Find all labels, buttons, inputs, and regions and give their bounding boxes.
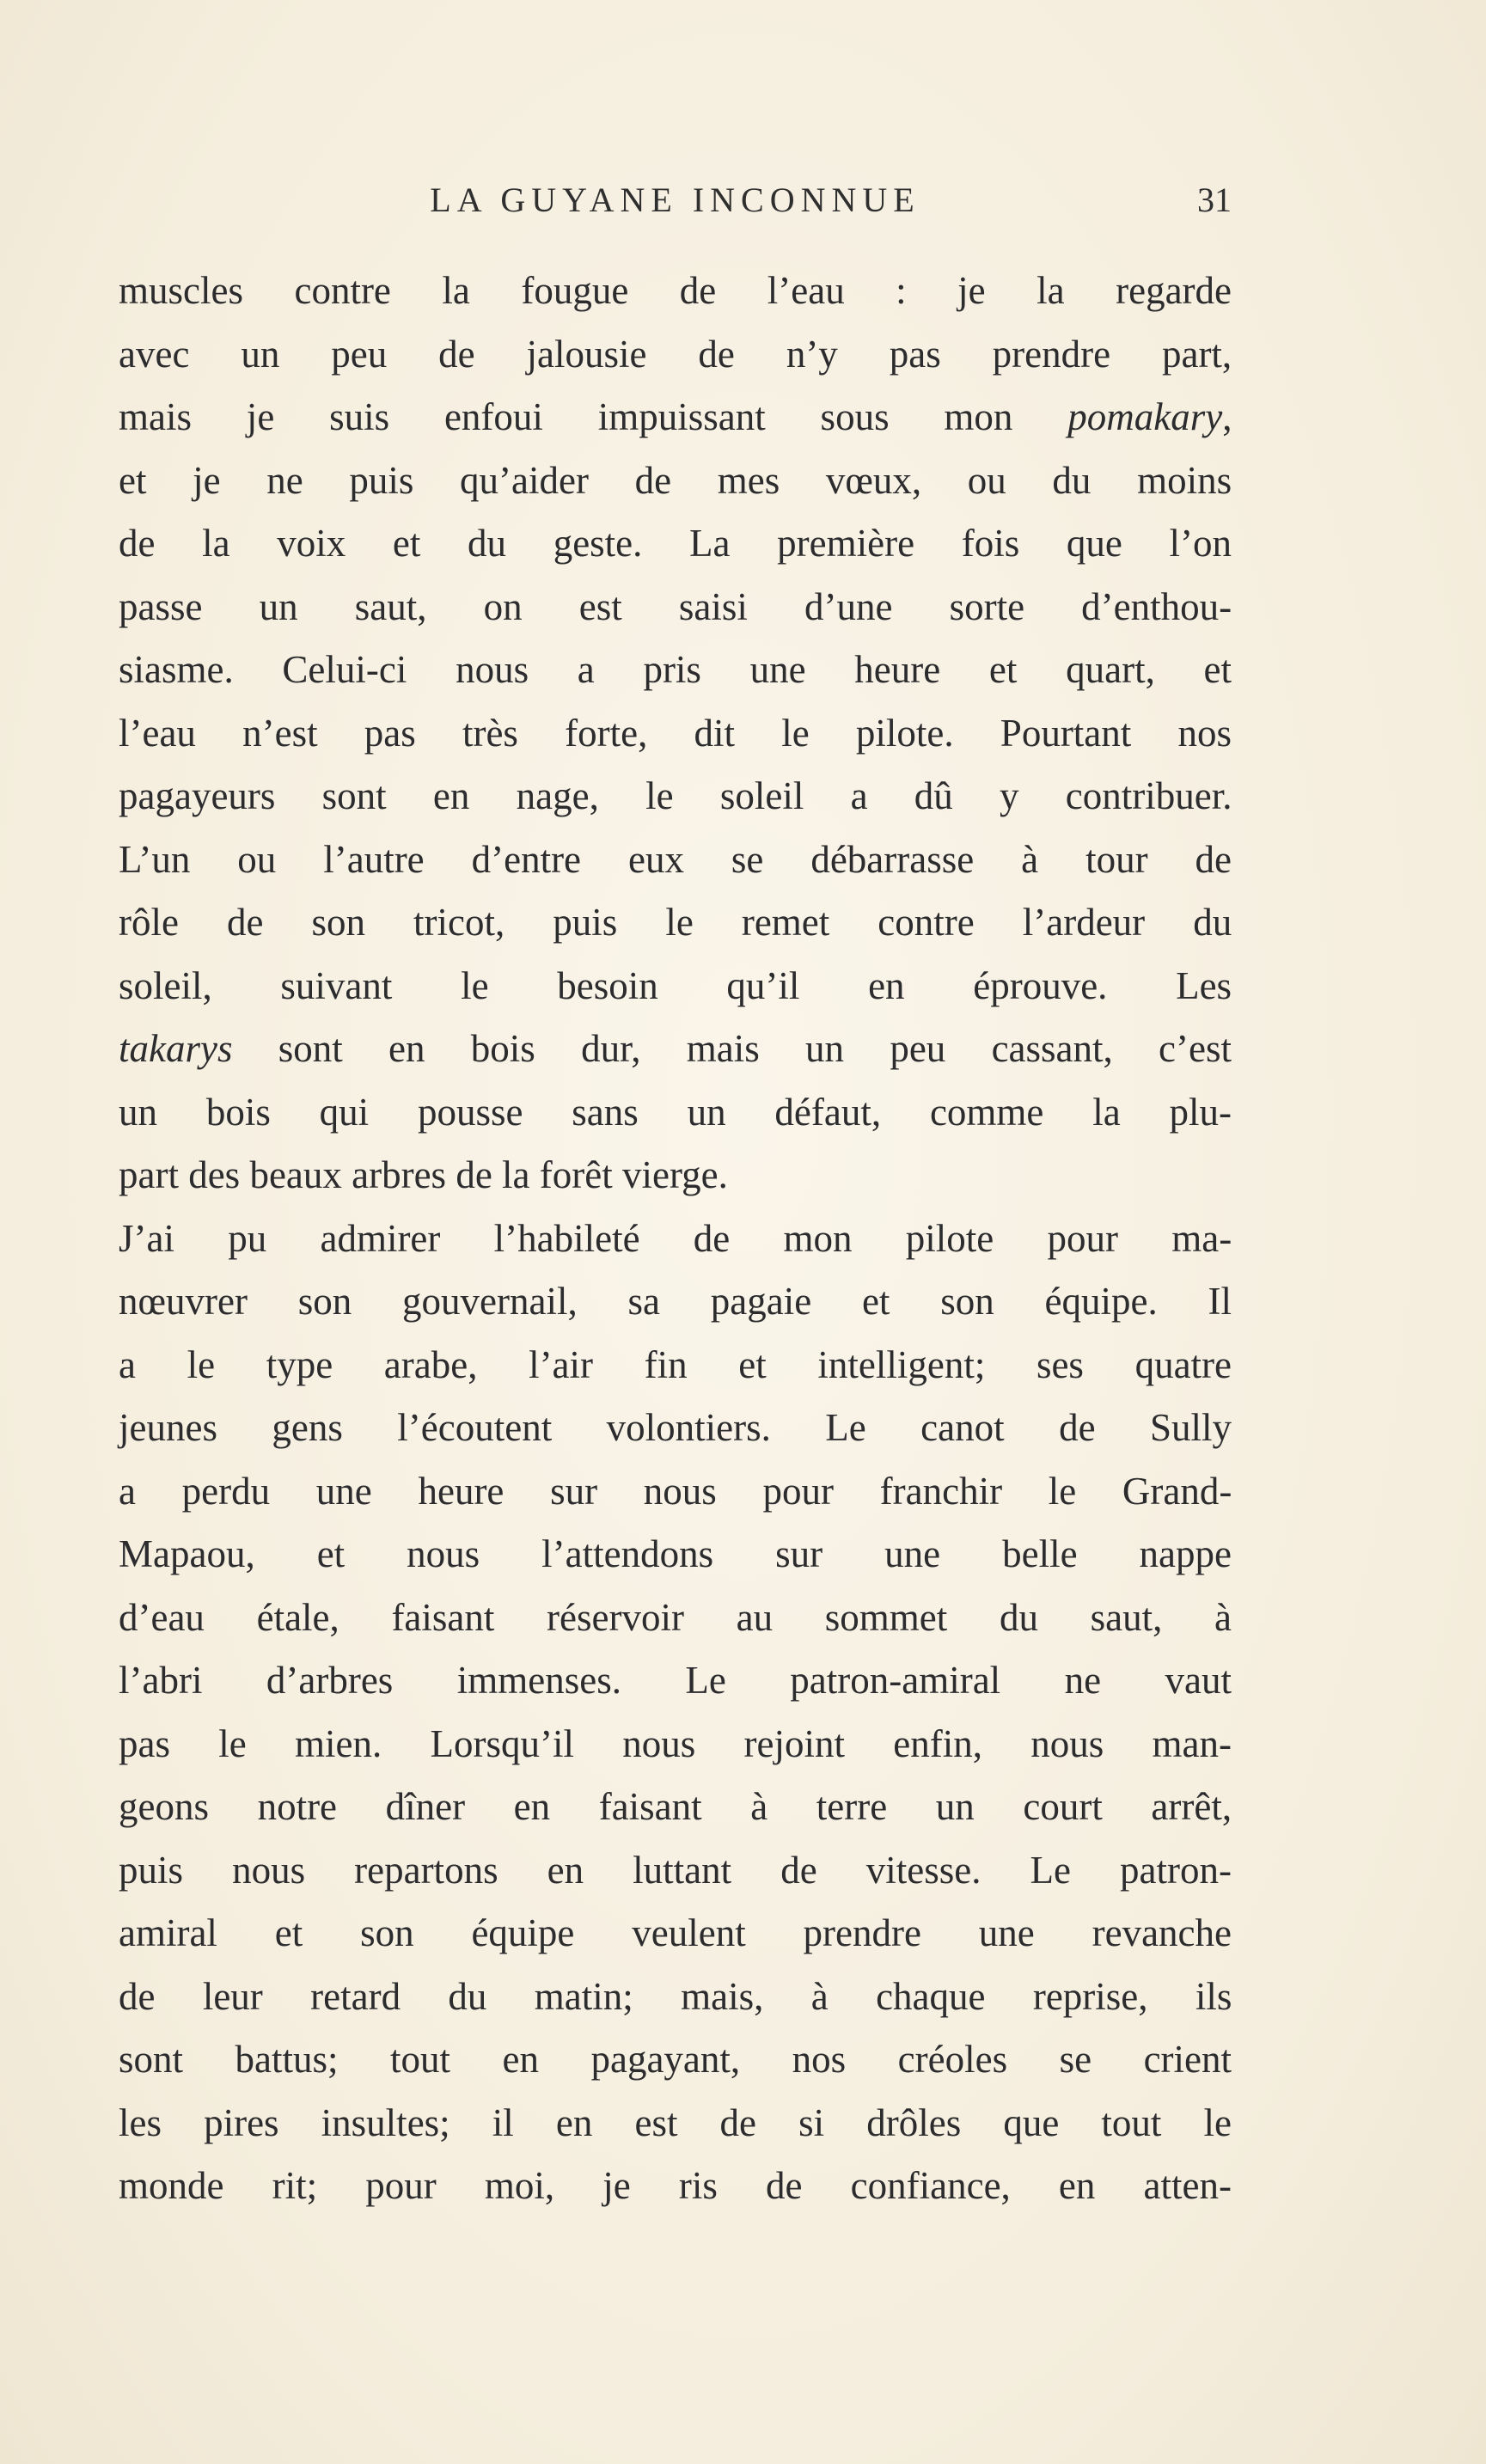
text-line: puis nous repartons en luttant de vitesse. Le patron-	[119, 1848, 1232, 1892]
text-line: un bois qui pousse sans un défaut, comme la plu-	[119, 1090, 1232, 1134]
text-line: de leur retard du matin; mais, à chaque reprise, ils	[119, 1974, 1232, 2018]
text-line: d’eau étale, faisant réservoir au sommet du saut, à	[119, 1595, 1232, 1639]
text-line: l’eau n’est pas très forte, dit le pilote. Pourtant nos	[119, 711, 1232, 755]
text-line: a perdu une heure sur nous pour franchir le Grand-	[119, 1469, 1232, 1513]
text-line: Mapaou, et nous l’attendons sur une belle nappe	[119, 1532, 1232, 1575]
text-line: muscles contre la fougue de l’eau : je la regarde	[119, 269, 1232, 312]
text-line: soleil, suivant le besoin qu’il en éprouve. Les	[119, 963, 1232, 1007]
text-line: J’ai pu admirer l’habileté de mon pilote pour ma-	[119, 1216, 1232, 1260]
text-line: takarys sont en bois dur, mais un peu cassant, c’est	[119, 1027, 1232, 1070]
text-line: L’un ou l’autre d’entre eux se débarrasse à tour de	[119, 837, 1232, 881]
text-line: de la voix et du geste. La première fois que l’on	[119, 522, 1232, 565]
italic-term: pomakary	[1067, 395, 1223, 438]
text-line: pas le mien. Lorsqu’il nous rejoint enfin, nous man-	[119, 1721, 1232, 1765]
text-line: mais je suis enfoui impuissant sous mon pomakary,	[119, 395, 1232, 438]
text-line: monde rit; pour moi, je ris de confiance, en atten-	[119, 2164, 1232, 2207]
text-line: avec un peu de jalousie de n’y pas prendre part,	[119, 332, 1232, 376]
italic-term: takarys	[119, 1027, 233, 1070]
text-line: l’abri d’arbres immenses. Le patron-amiral ne vaut	[119, 1659, 1232, 1702]
text-line: nœuvrer son gouvernail, sa pagaie et son équipe. Il	[119, 1280, 1232, 1323]
text-line: passe un saut, on est saisi d’une sorte d’enthou-	[119, 584, 1232, 628]
text-line: geons notre dîner en faisant à terre un court arrêt,	[119, 1785, 1232, 1828]
text-line: jeunes gens l’écoutent volontiers. Le canot de Sully	[119, 1406, 1232, 1449]
text-line: a le type arabe, l’air fin et intelligent; ses quatre	[119, 1342, 1232, 1386]
text-line: part des beaux arbres de la forêt vierge.	[119, 1153, 728, 1196]
text-line: les pires insultes; il en est de si drôles que tout le	[119, 2100, 1232, 2144]
text-line: sont battus; tout en pagayant, nos créoles se crient	[119, 2038, 1232, 2081]
text-line: siasme. Celui-ci nous a pris une heure et quart, et	[119, 648, 1232, 691]
page-number: 31	[1197, 180, 1232, 219]
text-line: pagayeurs sont en nage, le soleil a dû y contribuer.	[119, 774, 1232, 817]
text-line: rôle de son tricot, puis le remet contre l’ardeur du	[119, 901, 1232, 944]
running-title: LA GUYANE INCONNUE	[430, 180, 920, 219]
text-line: amiral et son équipe veulent prendre une revanche	[119, 1911, 1232, 1954]
page-header	[119, 179, 1232, 222]
text-line: et je ne puis qu’aider de mes vœux, ou du moins	[119, 458, 1232, 502]
body-text	[119, 260, 1232, 2218]
